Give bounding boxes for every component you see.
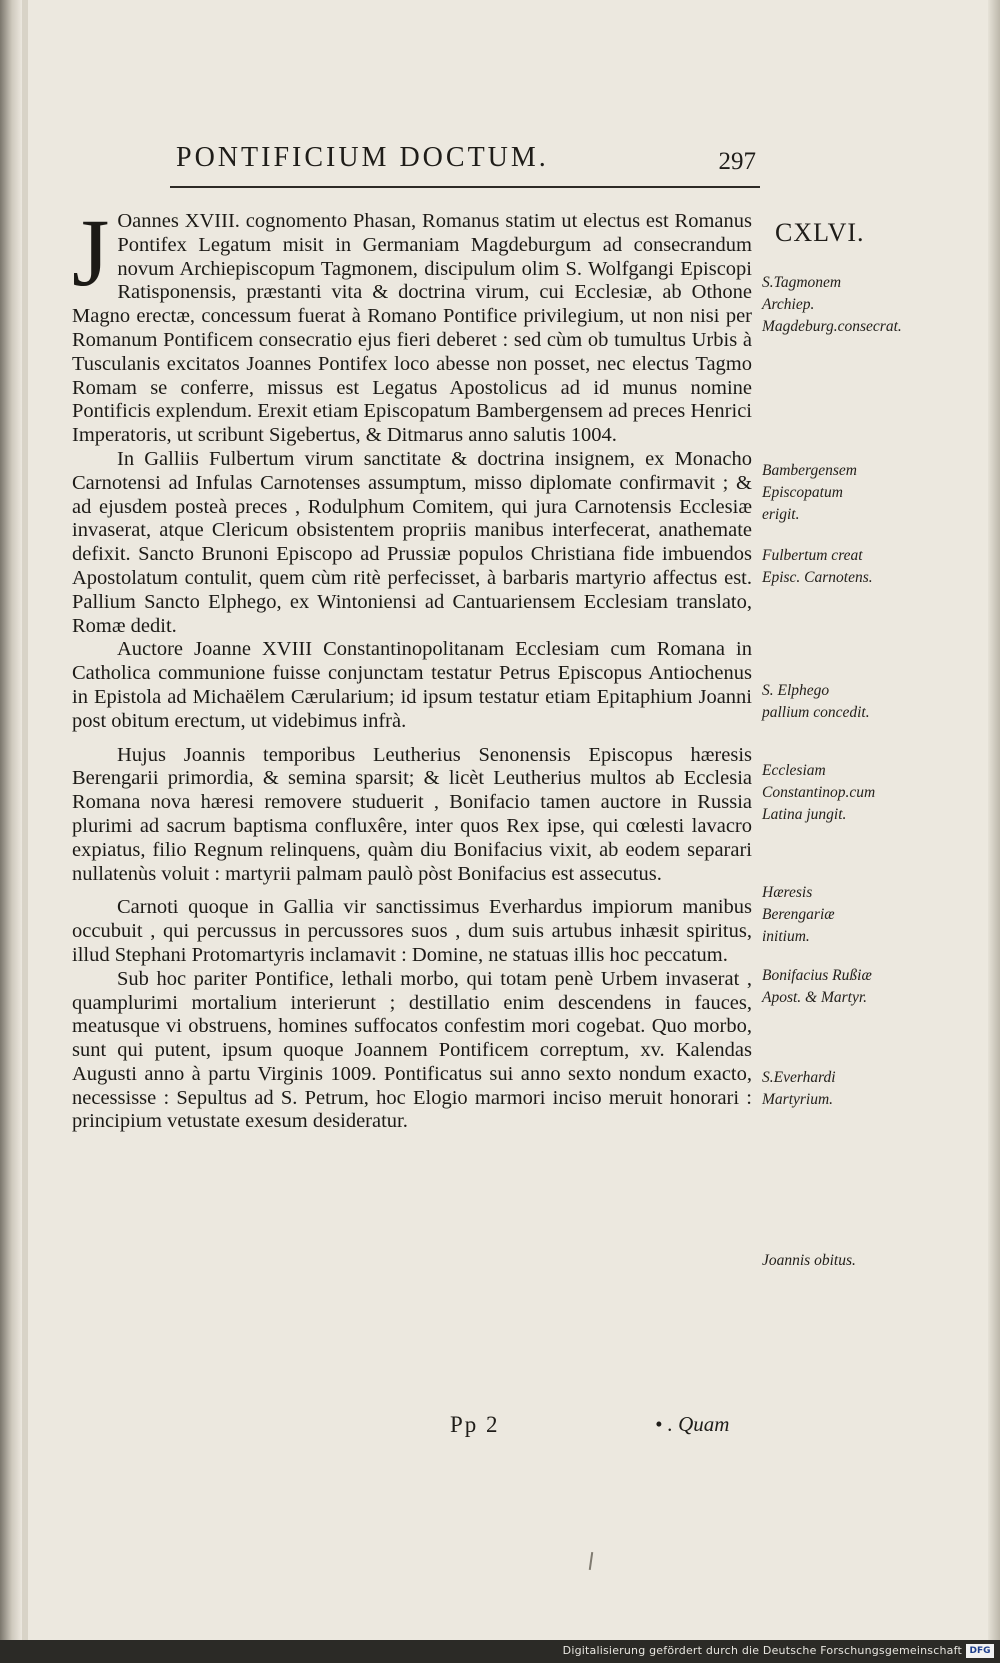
paragraph: Carnoti quoque in Gallia vir sanctissimus Everhardus impiorum manibus occubuit , qui percussus in percussores suos , dum suis artubus inhæsit spiritus, illud Stephani Protomartyris inclamavit : Domine, ne statuas illis hoc peccatum. — [72, 896, 752, 966]
catchword: • . Quam — [655, 1412, 730, 1436]
running-title: PONTIFICIUM DOCTUM. — [176, 142, 549, 173]
signature-mark: Pp 2 — [450, 1412, 500, 1437]
marginal-note: Bambergensem Episcopatum erigit. — [762, 462, 857, 523]
digitization-notice: Digitalisierung gefördert durch die Deutsche Forschungsgemeinschaft — [562, 1644, 962, 1657]
dfg-logo-icon: DFG — [966, 1644, 994, 1658]
page-number: 297 — [718, 148, 756, 175]
facing-page-edge — [0, 0, 22, 1640]
marginal-note: S. Elphego pallium concedit. — [762, 682, 870, 721]
paragraph — [72, 199, 752, 448]
marginal-note: Ecclesiam Constantinop.cum Latina jungit. — [762, 762, 876, 823]
marginal-note: Fulbertum creat Episc. Carnotens. — [762, 547, 873, 586]
main-text-column — [72, 199, 752, 1134]
marginal-note: Bonifacius Rußiæ Apost. & Martyr. — [762, 967, 872, 1006]
paragraph: In Galliis Fulbertum virum sanctitate & doctrina insignem, ex Monacho Carnotensi ad Infulas Carnotenses assumptum, misso diplomate confirmavit ; & ad ejusdem posteà preces , Rodulphum Comitem, qui jura Carnotensis Ecclesiæ invaserat, atque Clericum obsistentem propriis manibus interfecerat, anathemate defixit. Sancto Brunoni Episcopo ad Prussiæ populos Christiana fide imbuendos Apostolatum contulit, quem cùm ritè perfecisset, à barbaris martyrio affectus est. Pallium Sancto Elphego, ex Wintoniensi ad Cantuariensem Ecclesiam translato, Romæ dedit. — [72, 447, 752, 637]
drop-cap: J — [72, 199, 110, 306]
ink-mark — [589, 1552, 593, 1570]
marginal-note: Joannis obitus. — [762, 1252, 856, 1269]
running-header — [170, 138, 760, 188]
paragraph: Auctore Joanne XVIII Constantinopolitanam Ecclesiam cum Romana in Catholica communione fuisse conjunctam testatur Petrus Episcopus Antiochenus in Epistola ad Michaëlem Cærularium; id ipsum testatur etiam Epitaphium Joanni post obitum erectum, ut videbimus infrà. — [72, 638, 752, 732]
paragraph: Hujus Joannis temporibus Leutherius Senonensis Episcopus hæresis Berengarii primordia, & semina sparsit; & licèt Leutherius multos ab Ecclesia Romana nova hæresi removere studuerit , Bonifacio tamen auctore in Russia plurimi ad sacrum baptisma confluxêre, inter quos Rex ipse, qui cœlesti lavacro expiatus, filio Regnum relinquens, quàm diu Bonifacius vixit, ab eodem separari nullatenùs voluit : martyrii palmam paulò pòst Bonifacius est assecutus. — [72, 743, 752, 885]
paragraph: Sub hoc pariter Pontifice, lethali morbo, qui totam penè Urbem invaserat , quamplurimi mortalium interierunt ; destillatio enim descendens in fauces, meatusque vi obstruens, homines suffocatos confestim mori cogebat. Quo morbo, sunt qui putent, ipsum quoque Joannem Pontificem correptum, xv. Kalendas Augusti anno à partu Virginis 1009. Pontificatus sui anno sexto nondum exacto, necessisse : Sepultus ad S. Petrum, hoc Elogio marmori inciso meruit honorari : principium vetustate exesum desideratur. — [72, 967, 752, 1133]
marginal-note: S.Tagmonem Archiep. Magdeburg.consecrat. — [762, 274, 902, 335]
paragraph-text: Oannes XVIII. cognomento Phasan, Romanus statim ut electus est Romanus Pontifex Legatum misit in Germaniam Magdeburgum ad consecrandum novum Archiepiscopum Tagmonem, discipulum olim S. Wolfgangi Episcopi Ratisponensis, præstanti vita & doctrina virum, cui Ecclesiæ, ab Othone Magno erectæ, concessum fuerat à Romano Pontifice privilegium, ut non nisi per Romanum Pontificem consecratio ejus fieri deberet : sed cùm ob tumultus Urbis à Tusculanis excitatos Joannes Pontifex loco abesse non posset, nec electus Tagmo Romam se conferre, missus est Legatus Apostolicus ad id munus nomine Pontificis explendum. Erexit etiam Episcopatum Bambergensem ad preces Henrici Imperatoris, ut scribunt Sigebertus, & Ditmarus anno salutis 1004. — [72, 210, 752, 447]
book-gutter — [22, 0, 28, 1640]
digitization-footer — [0, 1640, 1000, 1663]
marginal-note: Hæresis Berengariæ initium. — [762, 884, 835, 945]
marginal-note: S.Everhardi Martyrium. — [762, 1069, 836, 1108]
page-edge — [988, 0, 1000, 1640]
chapter-number: CXLVI. — [775, 218, 865, 247]
